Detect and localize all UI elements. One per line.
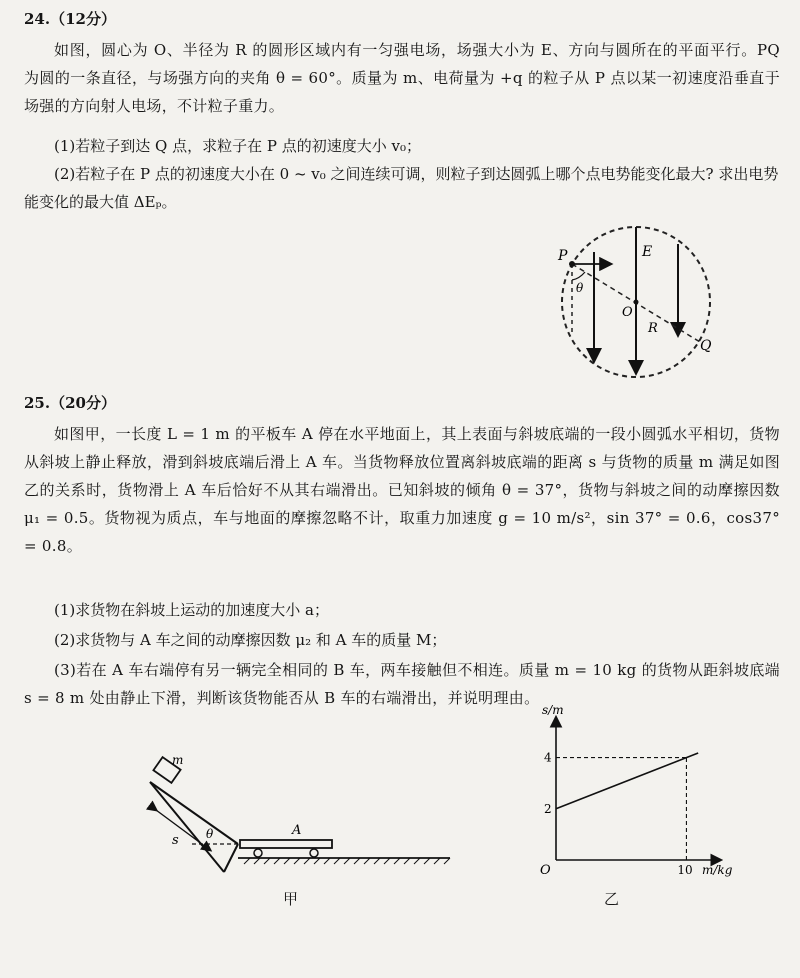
x-axis-label: m/kg (702, 863, 733, 877)
label-P: P (558, 248, 568, 264)
q24-stem: 如图，圆心为 O、半径为 R 的圆形区域内有一匀强电场，场强大小为 E、方向与圆所在的平面平行。PQ 为圆的一条直径，与场强方向的夹角 θ = 60°。质量为 m、电荷量为 +q 的粒子从 P 点以某一初速度沿垂直于场强的方向射人电场，不计粒子重力。 (24, 41, 780, 115)
q25-heading: 25.（20分） (24, 394, 116, 412)
label-R: R (648, 321, 658, 336)
label-Q: Q (700, 338, 712, 354)
fig-jia-caption: 甲 (283, 890, 299, 908)
label-theta-slope: θ (206, 827, 214, 841)
series-line-0 (556, 753, 698, 809)
q25-part2: (2)求货物与 A 车之间的动摩擦因数 μ₂ 和 A 车的质量 M； (54, 631, 447, 649)
fig-yi-caption: 乙 (604, 890, 620, 908)
q25-part3: (3)若在 A 车右端停有另一辆完全相同的 B 车，两车接触但不相连。质量 m = 10 kg 的货物从距斜坡底端 s = 8 m 处由静止下滑，判断该货物能否从 B 车的右端滑出，并说明理由。 (24, 661, 780, 707)
label-E: E (642, 244, 653, 260)
label-O: O (622, 305, 633, 320)
origin-label: O (540, 863, 551, 878)
q24-part2: (2)若粒子在 P 点的初速度大小在 0 ~ v₀ 之间连续可调，则粒子到达圆弧上哪个点电势能变化最大? 求出电势能变化的最大值 ΔEₚ。 (24, 165, 779, 211)
label-s: s (172, 833, 179, 848)
point-P-dot (569, 261, 575, 267)
x-tick-label-0: 10 (677, 863, 693, 877)
cart-wheel-left (254, 849, 262, 857)
q24-part1: (1)若粒子到达 Q 点，求粒子在 P 点的初速度大小 v₀； (54, 137, 421, 155)
incline-end (224, 844, 238, 872)
ground-hatching (244, 858, 450, 864)
q24-heading: 24.（12分） (24, 10, 116, 28)
q25-part1: (1)求货物在斜坡上运动的加速度大小 a； (54, 601, 329, 619)
label-theta: θ (576, 281, 584, 295)
fig-jia-slope-cart (120, 752, 470, 902)
center-O-dot (634, 300, 639, 305)
y-tick-label-1: 4 (544, 750, 552, 765)
y-tick-label-0: 2 (544, 801, 552, 816)
q25-stem: 如图甲，一长度 L = 1 m 的平板车 A 停在水平地面上，其上表面与斜坡底端的一段小圆弧水平相切，货物从斜坡上静止释放，滑到斜坡底端后滑上 A 车。当货物释放位置离斜坡底端的距离 s 与货物的质量 m 满足如图乙的关系时，货物滑上 A 车后恰好不从其右端滑出。已知斜坡的倾角 θ = 37°，货物与斜坡之间的动摩擦因数 μ₁ = 0.5。货物视为质点，车与地面的摩擦忽略不计，取重力加速度 g = 10 m/s²，sin 37° = 0.6，cos37° = 0.8。 (24, 425, 780, 555)
fig-yi-s-m-graph (520, 703, 733, 892)
cart-wheel-right (310, 849, 318, 857)
label-A: A (292, 823, 302, 838)
label-m: m (172, 753, 184, 767)
cart-A-body (240, 840, 332, 848)
y-axis-label: s/m (542, 703, 564, 717)
theta-arc (572, 272, 585, 280)
q24-circle-figure (548, 222, 728, 387)
